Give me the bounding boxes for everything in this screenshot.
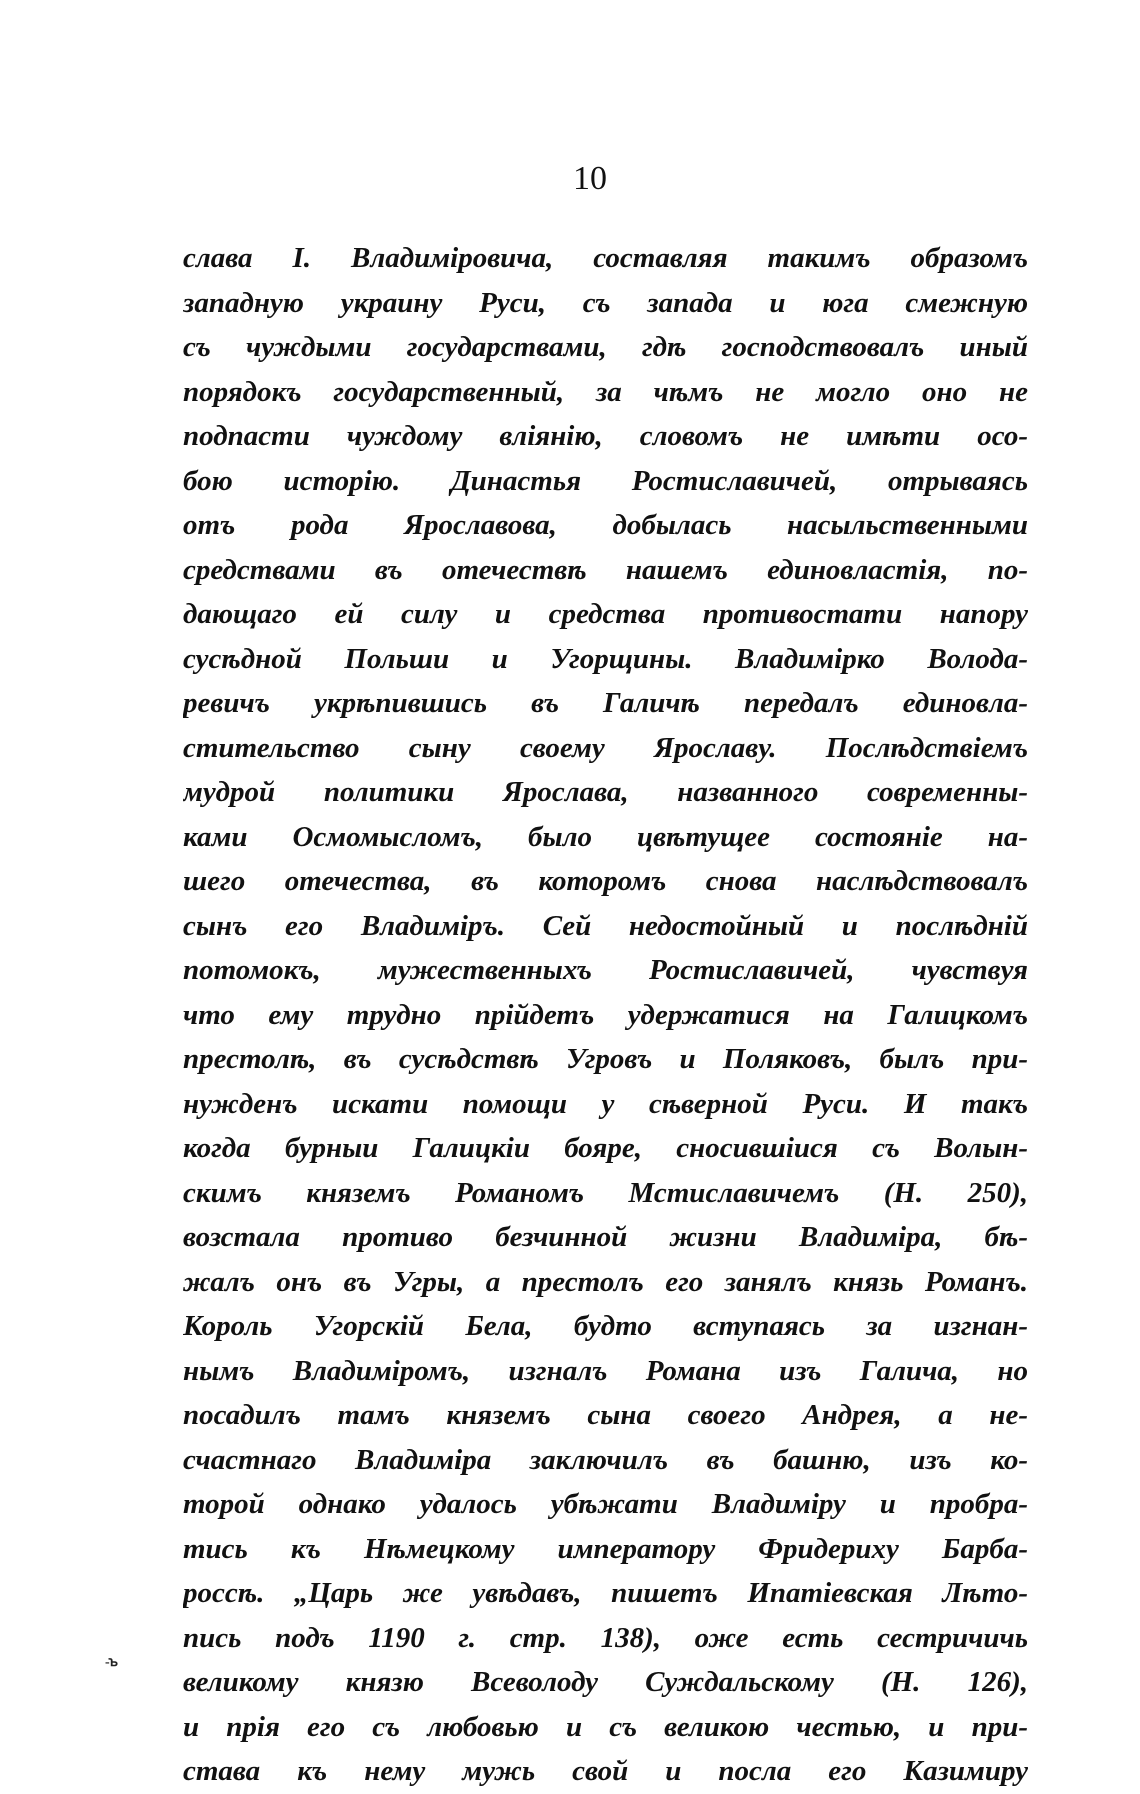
text-line: западную украину Руси, съ запада и юга смежную xyxy=(183,286,1028,319)
text-line: мудрой политики Ярослава, названного современны- xyxy=(183,776,1028,808)
text-line: россѣ. „Царь же увѣдавъ, пишетъ Ипатiевская Лѣто- xyxy=(183,1577,1028,1609)
text-line: нымъ Владимiромъ, изгналъ Романа изъ Галича, но xyxy=(183,1354,1028,1387)
text-line: скимъ княземъ Романомъ Мстиславичемъ (Н. 250), xyxy=(183,1176,1028,1209)
text-line: потомокъ, мужественныхъ Ростиславичей, чувствуя xyxy=(183,954,1028,986)
text-line: става къ нему мужь свой и посла его Казимиру xyxy=(183,1755,1028,1787)
text-line: дающаго ей силу и средства противостати напору xyxy=(183,598,1028,630)
text-line: Король Угорскiй Бела, будто вступаясь за изгнан- xyxy=(183,1310,1028,1342)
text-line: нужденъ искати помощи у сѣверной Руси. И такъ xyxy=(183,1087,1028,1120)
text-line: великому князю Всеволоду Суждальскому (Н. 126), xyxy=(183,1666,1028,1698)
text-line: шего отечества, въ которомъ снова наслѣдствовалъ xyxy=(183,865,1028,897)
text-line: бою исторiю. Династья Ростиславичей, отрываясь xyxy=(183,464,1028,497)
text-line: и прiя его съ любовью и съ великою честью, и при- xyxy=(183,1710,1028,1743)
text-line: тись къ Нѣмецкому императору Фридериху Барба- xyxy=(183,1532,1028,1565)
page-number: 10 xyxy=(573,160,607,197)
text-line: сусѣдной Польши и Угорщины. Владимiрко Волода- xyxy=(183,642,1028,675)
text-line: средствами въ отечествѣ нашемъ единовластiя, по- xyxy=(183,553,1028,586)
text-line: возстала противо безчинной жизни Владимiра, бѣ- xyxy=(183,1221,1028,1253)
text-line: счастнаго Владимiра заключилъ въ башню, изъ ко- xyxy=(183,1443,1028,1476)
text-line: престолѣ, въ сусѣдствѣ Угровъ и Поляковъ, былъ при- xyxy=(183,1043,1028,1075)
text-line: стительство сыну своему Ярославу. Послѣдствiемъ xyxy=(183,731,1028,764)
text-line: ками Осмомысломъ, было цвѣтущее состоянiе на- xyxy=(183,820,1028,853)
text-line: жалъ онъ въ Угры, а престолъ его занялъ князь Романъ. xyxy=(183,1265,1028,1298)
text-line: слава I. Владимiровича, составляя такимъ образомъ xyxy=(183,242,1028,274)
text-line: пись подъ 1190 г. стр. 138), оже есть сестричичь xyxy=(183,1621,1028,1654)
body-text xyxy=(183,236,1028,1794)
text-line: ревичъ укрѣпившись въ Галичѣ передалъ единовла- xyxy=(183,687,1028,719)
text-line: когда бурныи Галицкiи бояре, сносившiися съ Волын- xyxy=(183,1132,1028,1164)
corner-mark: -ꙏ xyxy=(105,1655,118,1670)
text-line: торой однако удалось убѣжати Владимiру и пробра- xyxy=(183,1488,1028,1520)
text-line: что ему трудно прiйдетъ удержатися на Галицкомъ xyxy=(183,998,1028,1031)
text-line: сынъ его Владимiръ. Сей недостойный и послѣднiй xyxy=(183,909,1028,942)
text-line: отъ рода Ярославова, добылась насыльственными xyxy=(183,509,1028,541)
text-line: посадилъ тамъ княземъ сына своего Андрея, а не- xyxy=(183,1399,1028,1431)
text-line: съ чуждыми государствами, гдѣ господствовалъ иный xyxy=(183,331,1028,363)
text-line: порядокъ государственный, за чѣмъ не могло оно не xyxy=(183,375,1028,408)
text-line: подпасти чуждому влiянiю, словомъ не имѣти осо- xyxy=(183,420,1028,452)
